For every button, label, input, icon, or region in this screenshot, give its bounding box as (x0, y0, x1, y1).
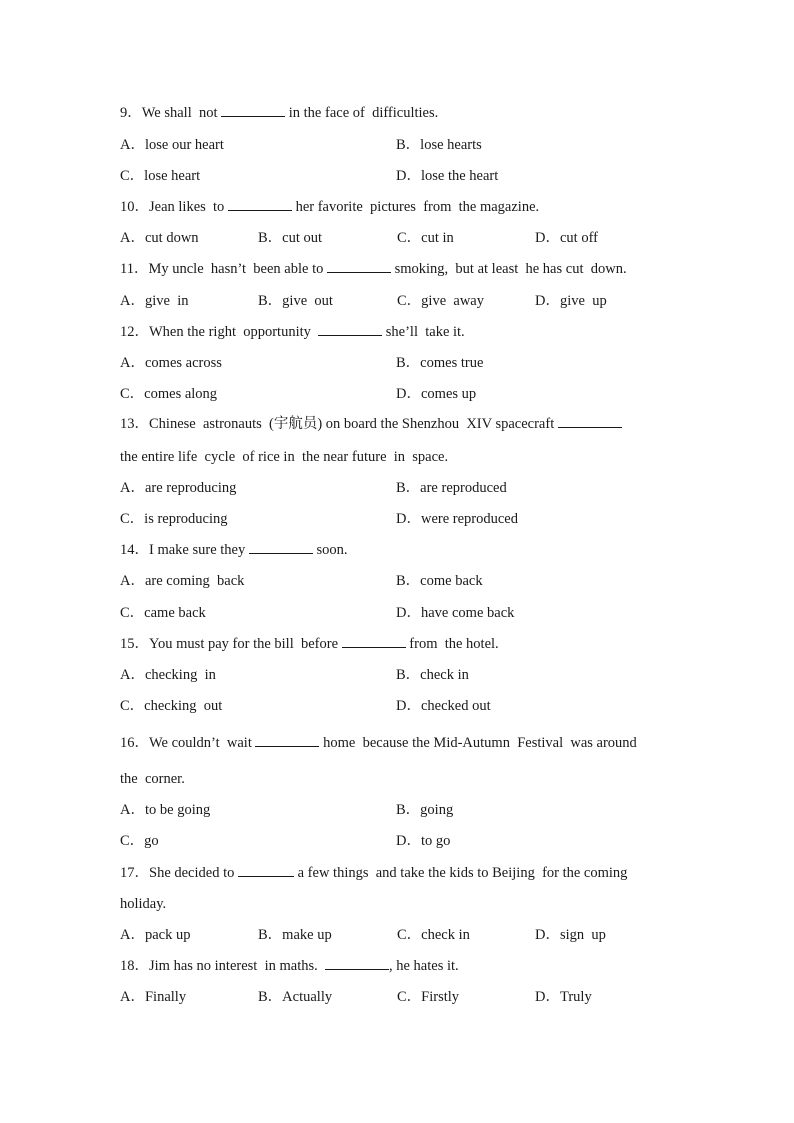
option-letter: B． (396, 573, 421, 589)
option-letter: A． (120, 355, 145, 371)
answer-option (258, 229, 322, 247)
question-text (120, 104, 438, 122)
option-letter: A． (120, 230, 145, 246)
answer-blank (558, 415, 622, 428)
option-text: lose the heart (420, 168, 499, 184)
option-letter: B． (258, 230, 283, 246)
option-letter: B． (396, 137, 421, 153)
answer-option (396, 354, 483, 372)
option-letter: C． (120, 833, 145, 849)
question-text-part: she’ll take it. (382, 324, 465, 340)
option-letter: C． (120, 386, 145, 402)
answer-option (397, 292, 484, 310)
answer-option (120, 354, 222, 372)
question-text-part: in the face of difficulties. (285, 105, 439, 121)
option-letter: B． (258, 293, 283, 309)
option-letter: C． (397, 293, 422, 309)
option-letter: D． (396, 168, 421, 184)
option-letter: D． (535, 230, 560, 246)
option-text: cut off (559, 230, 598, 246)
option-text: cut out (282, 230, 323, 246)
option-text: give up (559, 293, 607, 309)
question-text (120, 734, 637, 752)
option-text: give in (144, 293, 189, 309)
answer-option (397, 926, 470, 944)
answer-option (120, 572, 244, 590)
answer-blank (228, 198, 292, 211)
answer-option (396, 697, 491, 715)
question-text (120, 957, 459, 975)
question-text-continued: the corner. (120, 771, 185, 787)
answer-option (120, 604, 206, 622)
answer-option (396, 510, 518, 528)
option-letter: C． (397, 989, 422, 1005)
answer-option (397, 988, 459, 1006)
answer-option (396, 167, 498, 185)
answer-option (396, 479, 507, 497)
option-letter: D． (535, 989, 560, 1005)
option-letter: D． (535, 927, 560, 943)
option-letter: B． (258, 989, 283, 1005)
question-text-part: from the hotel. (405, 636, 499, 652)
answer-option (396, 666, 469, 684)
answer-option (120, 926, 190, 944)
option-text: comes along (144, 386, 218, 402)
option-text: check in (420, 667, 469, 683)
question-text-part: 14．I make sure they (120, 542, 249, 558)
option-letter: A． (120, 989, 145, 1005)
option-text: lose heart (144, 168, 201, 184)
option-letter: A． (120, 802, 145, 818)
answer-option (120, 697, 222, 715)
option-text: to be going (144, 802, 211, 818)
answer-blank (342, 635, 406, 648)
answer-blank (327, 260, 391, 273)
option-text: checking in (144, 667, 216, 683)
answer-option (535, 292, 607, 310)
option-text: make up (282, 927, 332, 943)
question-text (120, 260, 627, 278)
question-text (120, 541, 348, 559)
question-text-continued: the entire life cycle of rice in the near future in space. (120, 449, 449, 465)
option-text: cut down (144, 230, 199, 246)
answer-option (120, 385, 217, 403)
answer-option (535, 926, 606, 944)
option-text: go (144, 833, 159, 849)
option-letter: A． (120, 927, 145, 943)
question-text-part: 18．Jim has no interest in maths. (120, 958, 325, 974)
option-letter: C． (120, 698, 145, 714)
question-text-part: smoking, but at least he has cut down. (390, 261, 627, 277)
option-letter: A． (120, 480, 145, 496)
option-text: sign up (559, 927, 606, 943)
option-text: give away (421, 293, 484, 309)
option-text: comes true (420, 355, 484, 371)
question-text-part: soon. (312, 542, 348, 558)
option-text: checking out (144, 698, 223, 714)
option-letter: D． (396, 386, 421, 402)
option-text: are reproducing (144, 480, 237, 496)
question-text-part: 11．My uncle hasn’t been able to (120, 261, 327, 277)
answer-blank (318, 323, 382, 336)
answer-option (397, 229, 454, 247)
option-letter: A． (120, 293, 145, 309)
option-letter: B． (396, 480, 421, 496)
option-letter: A． (120, 573, 145, 589)
question-text (120, 864, 627, 882)
option-text: is reproducing (144, 511, 228, 527)
option-text: comes across (144, 355, 222, 371)
option-text: were reproduced (420, 511, 518, 527)
question-text-part: home because the Mid-Autumn Festival was around (319, 735, 637, 751)
option-letter: C． (397, 927, 422, 943)
option-text: to go (420, 833, 451, 849)
option-letter: A． (120, 667, 145, 683)
answer-option (120, 510, 228, 528)
option-letter: C． (120, 605, 145, 621)
answer-option (535, 229, 598, 247)
option-text: came back (144, 605, 206, 621)
answer-option (120, 988, 186, 1006)
answer-option (120, 479, 236, 497)
answer-blank (221, 104, 285, 117)
option-letter: C． (120, 511, 145, 527)
question-text-part: 10．Jean likes to (120, 199, 228, 215)
question-text (120, 198, 539, 216)
option-letter: C． (397, 230, 422, 246)
question-text-part: 17．She decided to (120, 865, 238, 881)
answer-option (120, 136, 224, 154)
option-letter: D． (396, 833, 421, 849)
answer-blank (238, 864, 294, 877)
option-text: Firstly (421, 989, 460, 1005)
question-text-part: 16．We couldn’t wait (120, 735, 256, 751)
option-letter: B． (258, 927, 283, 943)
option-text: check in (421, 927, 470, 943)
option-text: have come back (420, 605, 515, 621)
answer-option (396, 832, 450, 850)
option-text: Actually (282, 989, 333, 1005)
answer-option (535, 988, 592, 1006)
option-letter: A． (120, 137, 145, 153)
option-text: cut in (421, 230, 454, 246)
answer-option (120, 292, 188, 310)
option-text: going (420, 802, 454, 818)
answer-option (120, 167, 200, 185)
answer-option (258, 292, 333, 310)
answer-option (396, 572, 483, 590)
question-text (120, 323, 465, 341)
question-text-part: , he hates it. (389, 958, 459, 974)
answer-option (120, 801, 210, 819)
option-text: pack up (144, 927, 191, 943)
answer-option (396, 385, 476, 403)
option-letter: C． (120, 168, 145, 184)
question-text (120, 415, 622, 433)
option-letter: D． (396, 605, 421, 621)
option-letter: D． (396, 511, 421, 527)
option-letter: B． (396, 802, 421, 818)
answer-option (396, 801, 453, 819)
answer-blank (249, 541, 313, 554)
option-letter: B． (396, 667, 421, 683)
option-text: give out (282, 293, 333, 309)
option-text: comes up (420, 386, 477, 402)
answer-option (258, 988, 332, 1006)
question-text-part: 13．Chinese astronauts (宇航员) on board the Shenzhou XIV spacecraft (120, 416, 558, 432)
answer-blank (255, 734, 319, 747)
option-text: lose hearts (420, 137, 482, 153)
answer-option (396, 604, 514, 622)
answer-option (258, 926, 332, 944)
question-text-part: a few things and take the kids to Beijing for the coming (294, 865, 628, 881)
question-text-part: 9．We shall not (120, 105, 222, 121)
question-text-part: her favorite pictures from the magazine. (291, 199, 540, 215)
question-text-continued: holiday. (120, 896, 167, 912)
option-text: Truly (559, 989, 592, 1005)
answer-blank (325, 957, 389, 970)
option-text: are reproduced (420, 480, 507, 496)
question-text (120, 635, 499, 653)
option-text: lose our heart (144, 137, 224, 153)
option-text: come back (420, 573, 483, 589)
answer-option (120, 666, 216, 684)
answer-option (396, 136, 482, 154)
option-letter: B． (396, 355, 421, 371)
option-letter: D． (396, 698, 421, 714)
question-text-part: 15．You must pay for the bill before (120, 636, 342, 652)
option-text: checked out (420, 698, 491, 714)
option-text: Finally (144, 989, 187, 1005)
answer-option (120, 832, 159, 850)
answer-option (120, 229, 199, 247)
question-text-part: 12．When the right opportunity (120, 324, 319, 340)
option-letter: D． (535, 293, 560, 309)
option-text: are coming back (144, 573, 245, 589)
